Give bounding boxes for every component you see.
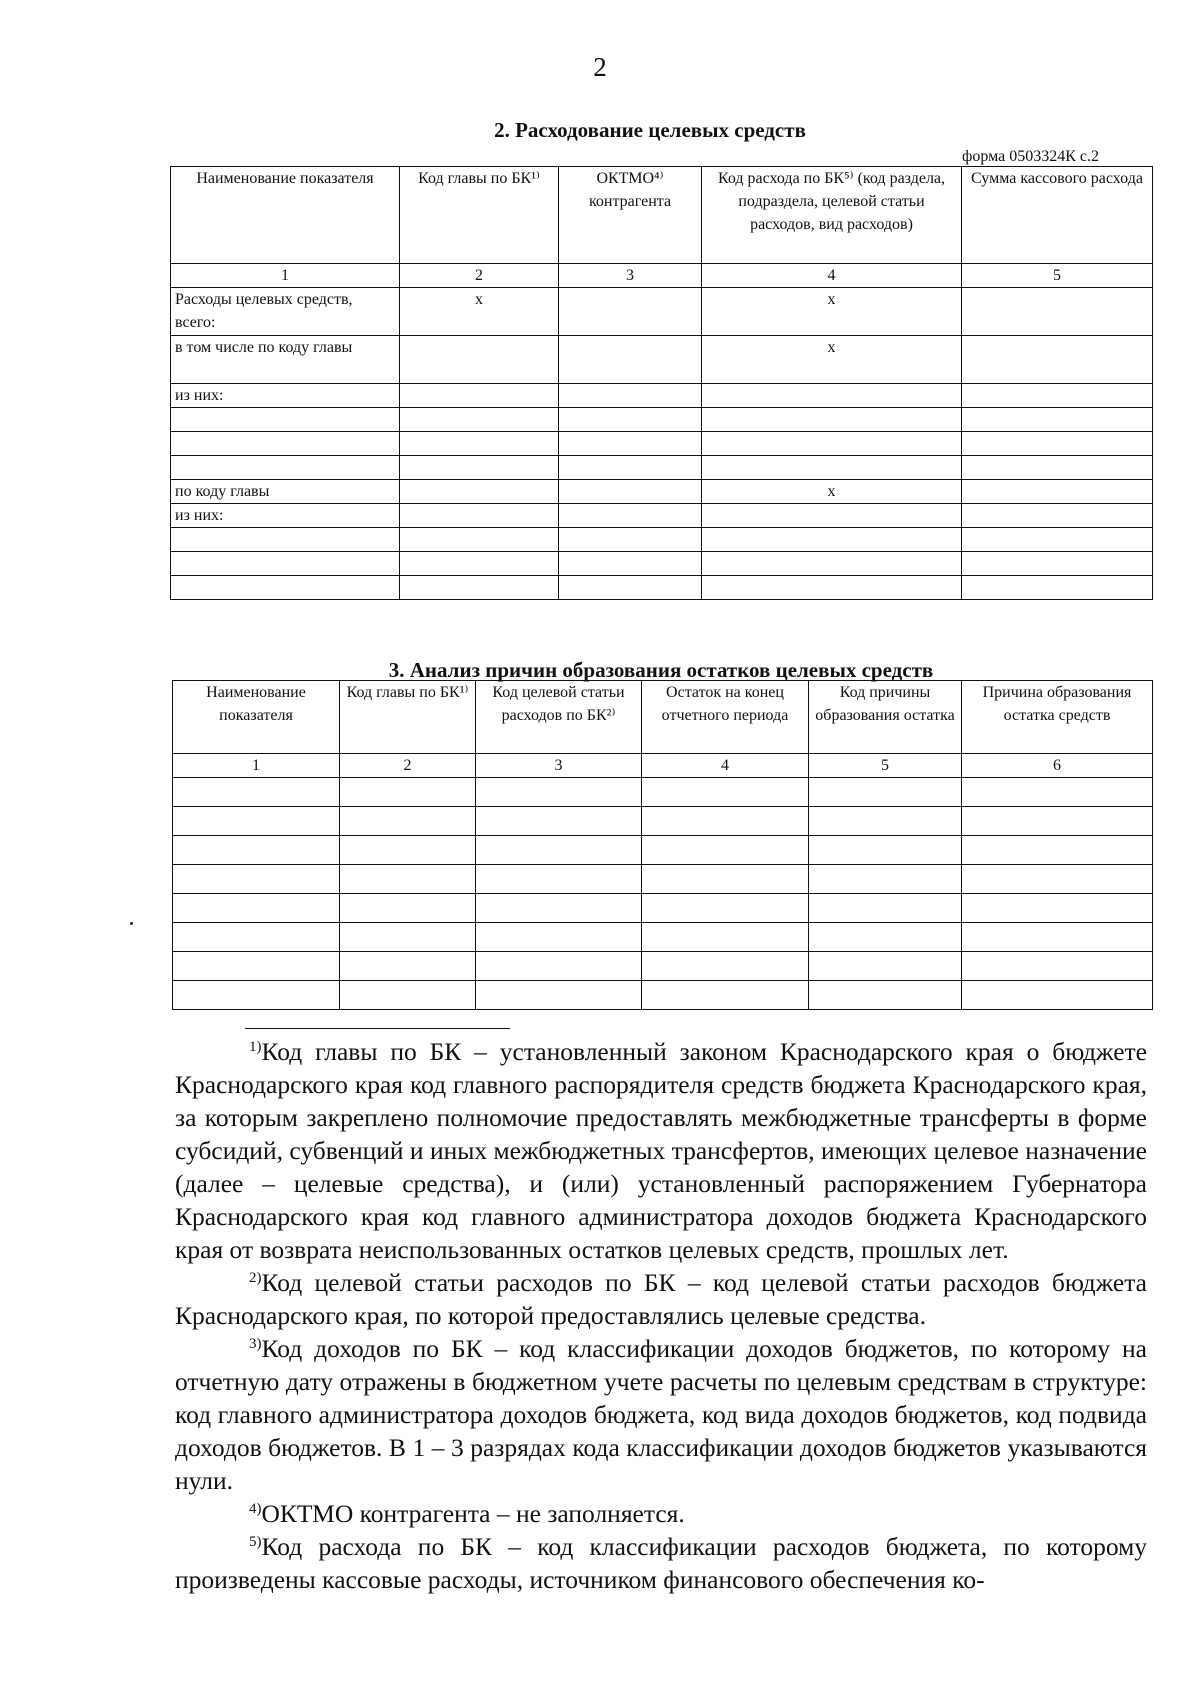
row-label: из них: (171, 384, 400, 408)
table-cell (559, 384, 702, 408)
table-cell (702, 504, 962, 528)
table-cell: х (400, 288, 559, 336)
table-row (171, 432, 1153, 456)
table-row (171, 408, 1153, 432)
header-cell: Наименование показателя (173, 681, 340, 754)
table-cell (476, 894, 642, 923)
table-cell (173, 836, 340, 865)
table-header-row (171, 167, 1153, 264)
table-row (171, 480, 1153, 504)
table-row (173, 836, 1153, 865)
column-number: 4 (702, 264, 962, 288)
table-cell (962, 336, 1153, 384)
table-cell (642, 865, 809, 894)
table-cell (702, 432, 962, 456)
stray-dot (130, 922, 133, 925)
table-cell (962, 528, 1153, 552)
table-row (171, 336, 1153, 384)
header-cell: Сумма кассового расхода (962, 167, 1153, 264)
table-cell (962, 807, 1153, 836)
header-cell: Код главы по БК¹⁾ (400, 167, 559, 264)
footnote-2 (175, 1266, 1147, 1332)
row-label (171, 576, 400, 600)
table-cell (642, 836, 809, 865)
column-number: 2 (400, 264, 559, 288)
column-number-row (171, 264, 1153, 288)
table-cell (400, 480, 559, 504)
table-row (171, 384, 1153, 408)
table-row (171, 552, 1153, 576)
row-label (171, 528, 400, 552)
header-cell: ОКТМО⁴⁾ контрагента (559, 167, 702, 264)
column-number: 2 (340, 754, 476, 778)
table-cell (476, 836, 642, 865)
footnote-separator (245, 1028, 510, 1029)
table-cell (702, 456, 962, 480)
table-cell (173, 952, 340, 981)
table-cell (962, 288, 1153, 336)
footnote-1 (175, 1035, 1147, 1266)
table-cell (340, 778, 476, 807)
footnote-4 (175, 1497, 1147, 1530)
table-row (173, 894, 1153, 923)
table-row (173, 807, 1153, 836)
table-row (171, 504, 1153, 528)
table-row (173, 923, 1153, 952)
table-cell (340, 894, 476, 923)
footnote-mark: 1) (249, 1039, 262, 1055)
table-cell (340, 865, 476, 894)
table-row (171, 528, 1153, 552)
table-cell (559, 504, 702, 528)
table-cell (962, 504, 1153, 528)
table-cell (962, 456, 1153, 480)
footnote-text: Код целевой статьи расходов по БК – код целевой статьи расходов бюджета Краснодарского края, по которой предоставлялись целевые средства. (175, 1268, 1147, 1330)
table-row (173, 952, 1153, 981)
table-cell (962, 408, 1153, 432)
table-cell (809, 778, 962, 807)
table-cell (173, 923, 340, 952)
table-cell (962, 836, 1153, 865)
footnote-mark: 3) (249, 1336, 262, 1352)
table-cell: х (702, 288, 962, 336)
table-cell (642, 981, 809, 1010)
table-row (173, 778, 1153, 807)
table-cell (476, 923, 642, 952)
table-cell (962, 480, 1153, 504)
section3-table (172, 680, 1153, 1010)
footnote-mark: 4) (249, 1501, 262, 1517)
row-label: по коду главы (171, 480, 400, 504)
row-label: Расходы целевых средств, всего: (171, 288, 400, 336)
footnotes (175, 1035, 1147, 1596)
table-cell (559, 480, 702, 504)
table-cell (476, 778, 642, 807)
table-cell (340, 923, 476, 952)
table-cell (642, 778, 809, 807)
column-number: 3 (476, 754, 642, 778)
row-label (171, 408, 400, 432)
table-row (171, 576, 1153, 600)
table-cell (809, 894, 962, 923)
table-cell (400, 456, 559, 480)
table-cell (559, 456, 702, 480)
table-cell (476, 952, 642, 981)
table-cell (702, 408, 962, 432)
column-number: 4 (642, 754, 809, 778)
header-cell: Код главы по БК¹⁾ (340, 681, 476, 754)
table-cell (476, 865, 642, 894)
table-cell (962, 384, 1153, 408)
table-cell (173, 894, 340, 923)
row-label: из них: (171, 504, 400, 528)
table-cell (809, 865, 962, 894)
footnote-text: Код главы по БК – установленный законом Краснодарского края о бюджете Краснодарского края код главного распорядителя средств бюджета Краснодарского края, за которым закреплено полномочие предоставлять межбюджетные трансферты в форме субсидий, субвенций и иных межбюджетных трансфертов, имеющих целевое назначение (далее – целевые средства), и (или) установленный распоряжением Губернатора Краснодарского края код главного администратора доходов бюджета Краснодарского края от возврата неиспользованных остатков целевых средств, прошлых лет. (175, 1037, 1147, 1264)
footnote-mark: 5) (249, 1534, 262, 1550)
table-cell (173, 981, 340, 1010)
table-cell (962, 952, 1153, 981)
table-cell (400, 432, 559, 456)
column-number: 1 (173, 754, 340, 778)
section3-title: 3. Анализ причин образования остатков целевых средств (388, 658, 934, 682)
table-cell (702, 552, 962, 576)
header-cell: Код расхода по БК⁵⁾ (код раздела, подраздела, целевой статьи расходов, вид расходов) (702, 167, 962, 264)
table-cell (173, 865, 340, 894)
header-cell: Код причины образования остатка (809, 681, 962, 754)
table-cell (642, 894, 809, 923)
column-number: 5 (962, 264, 1153, 288)
footnote-3 (175, 1332, 1147, 1497)
table-cell (809, 952, 962, 981)
row-label (171, 456, 400, 480)
table-cell (962, 894, 1153, 923)
table-cell (340, 807, 476, 836)
column-number-row (173, 754, 1153, 778)
row-label (171, 432, 400, 456)
column-number: 3 (559, 264, 702, 288)
header-cell: Остаток на конец отчетного периода (642, 681, 809, 754)
table-cell (400, 504, 559, 528)
row-label (171, 552, 400, 576)
footnote-text: Код доходов по БК – код классификации доходов бюджетов, по которому на отчетную дату отражены в бюджетном учете расчеты по целевым средствам в структуре: код главного администратора доходов бюджета, код вида доходов бюджетов, код подвида доходов бюджетов. В 1 – 3 разрядах кода классификации доходов бюджетов указываются нули. (175, 1334, 1147, 1495)
row-label: в том числе по коду главы (171, 336, 400, 384)
table-cell (809, 807, 962, 836)
footnote-text: Код расхода по БК – код классификации расходов бюджета, по которому произведены кассовые расходы, источником финансового обеспечения ко- (175, 1532, 1147, 1594)
table-row (171, 456, 1153, 480)
table-cell (962, 432, 1153, 456)
table-cell (702, 576, 962, 600)
column-number: 6 (962, 754, 1153, 778)
table-cell (642, 807, 809, 836)
table-cell: х (702, 480, 962, 504)
section2-table (170, 166, 1153, 600)
column-number: 5 (809, 754, 962, 778)
table-cell (173, 778, 340, 807)
table-cell (962, 778, 1153, 807)
table-cell (962, 552, 1153, 576)
table-cell (702, 528, 962, 552)
table-cell (400, 528, 559, 552)
table-cell (642, 952, 809, 981)
table-cell (642, 923, 809, 952)
table-cell (400, 552, 559, 576)
table-cell (476, 981, 642, 1010)
form-code: форма 0503324К с.2 (962, 148, 1100, 165)
page-number: 2 (593, 52, 607, 82)
table-cell (962, 865, 1153, 894)
footnote-text: ОКТМО контрагента – не заполняется. (261, 1499, 685, 1528)
header-cell: Код целевой статьи расходов по БК²⁾ (476, 681, 642, 754)
table-cell (962, 981, 1153, 1010)
table-cell: х (702, 336, 962, 384)
table-cell (400, 576, 559, 600)
table-cell (476, 807, 642, 836)
table-row (173, 981, 1153, 1010)
footnote-mark: 2) (249, 1270, 262, 1286)
table-cell (173, 807, 340, 836)
table-cell (400, 384, 559, 408)
table-cell (559, 528, 702, 552)
table-cell (400, 408, 559, 432)
table-cell (559, 576, 702, 600)
table-cell (559, 288, 702, 336)
table-cell (809, 981, 962, 1010)
table-cell (702, 384, 962, 408)
table-cell (559, 408, 702, 432)
table-cell (559, 336, 702, 384)
table-cell (559, 552, 702, 576)
table-cell (962, 923, 1153, 952)
table-row (171, 288, 1153, 336)
table-cell (340, 952, 476, 981)
header-cell: Наименование показателя (171, 167, 400, 264)
footnote-5 (175, 1530, 1147, 1596)
table-cell (809, 836, 962, 865)
table-cell (340, 836, 476, 865)
table-cell (962, 576, 1153, 600)
section2-title: 2. Расходование целевых средств (494, 118, 806, 142)
table-cell (400, 336, 559, 384)
column-number: 1 (171, 264, 400, 288)
header-cell: Причина образования остатка средств (962, 681, 1153, 754)
table-row (173, 865, 1153, 894)
table-cell (340, 981, 476, 1010)
table-cell (809, 923, 962, 952)
table-header-row (173, 681, 1153, 754)
table-cell (559, 432, 702, 456)
